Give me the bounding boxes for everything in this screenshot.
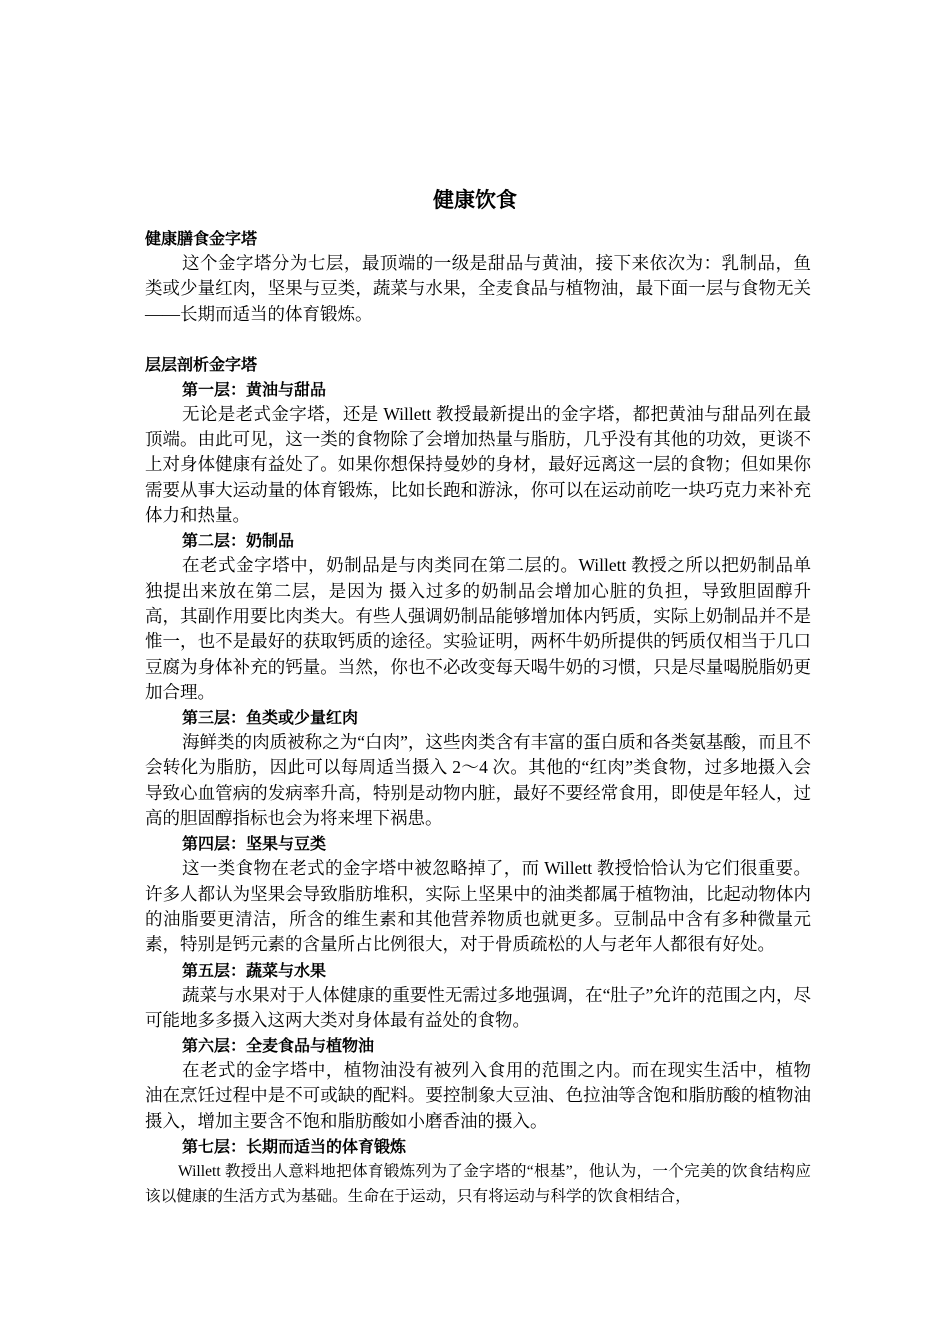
layer-1-heading: 第一层：黄油与甜品: [182, 379, 327, 399]
intro-paragraph: 这个金字塔分为七层，最顶端的一级是甜品与黄油，接下来依次为：乳制品，鱼类或少量红肉，坚果与豆类，蔬菜与水果，全麦食品与植物油，最下面一层与食物无关——长期而适当的体育锻炼。: [145, 253, 811, 324]
layer-3-heading: 第三层：鱼类或少量红肉: [182, 708, 359, 728]
layer-5-heading: 第五层：蔬菜与水果: [182, 960, 327, 980]
layer-7-paragraph: Willett 教授出人意料地把体育锻炼列为了金字塔的“根基”，他认为，一个完美的饮食结构应该以健康的生活方式为基础。生命在于运动，只有将运动与科学的饮食相结合，: [145, 1163, 811, 1206]
layer-2-heading: 第二层：奶制品: [182, 531, 295, 551]
layer-5-paragraph: 蔬菜与水果对于人体健康的重要性无需过多地强调，在“肚子”允许的范围之内，尽可能地多多摄入这两大类对身体最有益处的食物。: [145, 984, 811, 1030]
layer-6-heading: 第六层：全麦食品与植物油: [182, 1036, 375, 1056]
layer-7-heading: 第七层：长期而适当的体育锻炼: [182, 1137, 407, 1157]
layer-1-paragraph: 无论是老式金字塔，还是 Willett 教授最新提出的金字塔，都把黄油与甜品列在最顶端。由此可见，这一类的食物除了会增加热量与脂肪，几乎没有其他的功效，更谈不上对身体健康有益处了。如果你想保持曼妙的身材，最好远离这一层的食物；但如果你需要从事大运动量的体育锻炼，比如长跑和游泳，你可以在运动前吃一块巧克力来补充体力和热量。: [145, 403, 811, 526]
layer-3-paragraph: 海鲜类的肉质被称之为“白肉”，这些肉类含有丰富的蛋白质和各类氨基酸，而且不会转化为脂肪，因此可以每周适当摄入 2～4 次。其他的“红肉”类食物，过多地摄入会导致心血管病的发病率升高，特别是动物内脏，最好不要经常食用，即使是年轻人，过高的胆固醇指标也会为将来埋下祸患。: [145, 732, 811, 829]
layer-6-paragraph: 在老式的金字塔中，植物油没有被列入食用的范围之内。而在现实生活中，植物油在烹饪过程中是不可或缺的配料。要控制象大豆油、色拉油等含饱和脂肪酸的植物油摄入，增加主要含不饱和脂肪酸如小磨香油的摄入。: [145, 1060, 811, 1131]
layer-4-paragraph: 这一类食物在老式的金字塔中被忽略掉了，而 Willett 教授恰恰认为它们很重要。许多人都认为坚果会导致脂肪堆积，实际上坚果中的油类都属于植物油，比起动物体内的油脂要更清洁，所含的维生素和其他营养物质也就更多。豆制品中含有多种微量元素，特别是钙元素的含量所占比例很大，对于骨质疏松的人与老年人都很有好处。: [145, 858, 811, 955]
layer-4-heading: 第四层：坚果与豆类: [182, 834, 327, 854]
layer-2-paragraph: 在老式金字塔中，奶制品是与肉类同在第二层的。Willett 教授之所以把奶制品单独提出来放在第二层，是因为 摄入过多的奶制品会增加心脏的负担，导致胆固醇升高，其副作用要比肉类大。有些人强调奶制品能够增加体内钙质，实际上奶制品并不是惟一，也不是最好的获取钙质的途径。实验证明，两杯牛奶所提供的钙质仅相当于几口豆腐为身体补充的钙量。当然，你也不必改变每天喝牛奶的习惯，只是尽量喝脱脂奶更加合理。: [145, 555, 811, 702]
section-heading-pyramid: 健康膳食金字塔: [145, 229, 258, 248]
document-title: 健康饮食: [433, 188, 517, 212]
section-heading-analysis: 层层剖析金字塔: [145, 354, 258, 374]
blank-line: [145, 327, 811, 352]
document-body: [145, 226, 811, 1210]
